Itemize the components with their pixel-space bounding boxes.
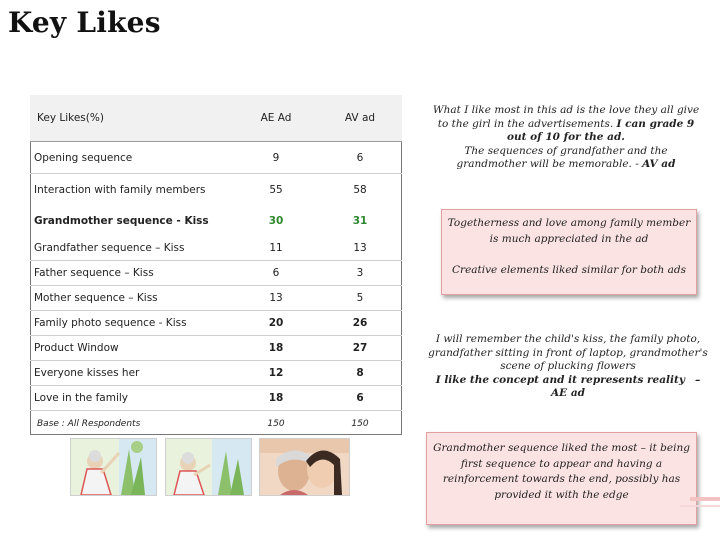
quote-attribution: AV ad <box>642 158 676 170</box>
ad-still-grandmother-garden <box>165 438 252 496</box>
row-label: Father sequence – Kiss <box>30 261 234 286</box>
table-row <box>30 361 402 386</box>
row-label: Product Window <box>30 336 234 361</box>
table-row <box>30 261 402 286</box>
ad-still-grandmother-kiss <box>259 438 350 496</box>
av-value: 26 <box>318 311 402 336</box>
av-value: 6 <box>318 142 402 174</box>
table-row-highlight <box>30 205 402 236</box>
av-value: 5 <box>318 286 402 311</box>
av-value: 6 <box>318 386 402 411</box>
table-base-row <box>30 411 402 438</box>
callout-togetherness <box>441 209 697 295</box>
ae-value: 30 <box>268 214 284 227</box>
base-av: 150 <box>351 419 369 429</box>
callout-line: Creative elements liked similar for both ads <box>452 264 686 276</box>
quote-text: The sequences of grandfather and the grandmother will be memorable. - <box>456 144 668 170</box>
av-value: 27 <box>318 336 402 361</box>
ae-value: 9 <box>234 142 318 174</box>
row-label: Love in the family <box>30 386 234 411</box>
row-label: Everyone kisses her <box>30 361 234 386</box>
row-label: Opening sequence <box>30 142 234 174</box>
base-label: Base : All Respondents <box>37 419 141 429</box>
table-row <box>30 236 402 261</box>
header-key-likes: Key Likes(%) <box>30 95 234 142</box>
table-header-row <box>30 95 402 142</box>
av-value: 13 <box>318 236 402 261</box>
table-row <box>30 142 402 174</box>
ae-value: 6 <box>234 261 318 286</box>
av-value: 8 <box>318 361 402 386</box>
base-ae: 150 <box>267 419 285 429</box>
callout-grandmother <box>426 432 697 525</box>
av-value: 58 <box>353 183 367 196</box>
ae-value: 12 <box>234 361 318 386</box>
row-label: Mother sequence – Kiss <box>30 286 234 311</box>
ae-value: 11 <box>234 236 318 261</box>
ae-value: 55 <box>269 183 283 196</box>
respondent-quote-ae <box>426 333 710 401</box>
decorative-stripe <box>680 505 720 507</box>
header-ae-ad: AE Ad <box>234 95 318 142</box>
respondent-quote-av <box>428 104 704 172</box>
decorative-stripe <box>690 497 720 501</box>
key-likes-table <box>30 95 402 437</box>
ae-value: 20 <box>234 311 318 336</box>
quote-emphasis: I can grade 9 out of 10 for the ad. <box>507 117 695 143</box>
table-row <box>30 311 402 336</box>
row-label: Interaction with family members <box>34 183 206 196</box>
row-label: Grandfather sequence – Kiss <box>30 236 234 261</box>
ae-value: 13 <box>234 286 318 311</box>
table-row <box>30 336 402 361</box>
row-label: Grandmother sequence - Kiss <box>34 214 209 227</box>
ae-value: 18 <box>234 386 318 411</box>
row-label: Family photo sequence - Kiss <box>30 311 234 336</box>
table-row <box>30 174 402 206</box>
ae-value: 18 <box>234 336 318 361</box>
quote-text: What I like most in this ad is the love they all give to the girl in the advertisements. <box>432 104 700 130</box>
av-value: 31 <box>352 214 368 227</box>
ad-still-grandmother-plucking-flowers <box>70 438 157 496</box>
callout-text: Grandmother sequence liked the most – it being first sequence to appear and having a reinforcement towards the end, possibly has provided it with the edge <box>433 442 690 501</box>
callout-line: Togetherness and love among family member is much appreciated in the ad <box>447 217 691 245</box>
table-row <box>30 286 402 311</box>
av-value: 3 <box>318 261 402 286</box>
header-av-ad: AV ad <box>318 95 402 142</box>
page-title: Key Likes <box>8 6 161 39</box>
table-row <box>30 386 402 411</box>
quote-attribution: – AE ad <box>551 373 701 399</box>
quote-emphasis: I like the concept and it represents reality <box>435 373 685 386</box>
quote-text: I will remember the child's kiss, the family photo, grandfather sitting in front of laptop, grandmother's scene of plucking flowers <box>428 333 708 372</box>
